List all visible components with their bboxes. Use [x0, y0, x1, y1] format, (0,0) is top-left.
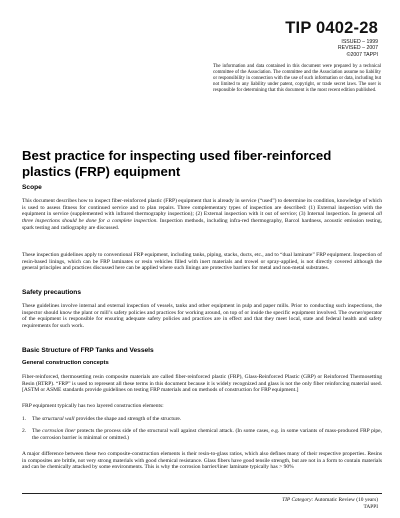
tip-category-label: TIP Category:	[282, 497, 314, 503]
tip-category-line	[282, 497, 378, 504]
list-item-suffix: protects the process side of the structural wall against chemical attack. (In some cases, e.g. in some variants of mass-produced FRP pipe, the corrosion barrier is minimal or omitted.)	[32, 428, 382, 441]
list-item-term: structural wall	[41, 416, 75, 422]
footer-divider	[22, 493, 382, 494]
scope-p1-text: This document describes how to inspect fiber-reinforced plastic (FRP) equipment that is already in service (“used”) to determine its condition, knowledge of which is used to assess fitness for continued service and to plan repairs. Three complementary types of inspection are described: (1) External inspection with the equipment in service (supplemented with infrared thermography inspection); (2) External inspection with it out of service; (3) Internal inspection. In general	[22, 198, 382, 218]
list-item-number: 2.	[22, 428, 27, 434]
structure-paragraph-1: Fiber-reinforced, thermosetting resin composite materials are called fiber-reinforced plastic (FRP), Glass-Reinforced Plastic (GRP) or Reinforced Thermosetting Resin (RTRP). “FRP” is used to represent all these terms in this document because it is widely recognized and glass is not the only fiber reinforcing material used. [ASTM or ASME standards provide guidelines on testing FRP materials and on methods of construction for FRP equipment.]	[22, 374, 382, 394]
issued-date: ISSUED – 1999	[341, 38, 378, 45]
structure-paragraph-3: A major difference between these two composite-construction elements is their resin-to-glass ratios, which also defines many of their respective properties. Resins in composites are brittle, not very strong materials with good chemical resistance. Glass fibers have good tensile strength, but are not in a form to contain materials and can be chemically attacked by some environments. This is why the corrosion barrier/liner laminate typically has > 90%	[22, 451, 382, 471]
scope-p1-text-end: Inspection methods, including infra-red thermography, Barcol hardness, acoustic emission testing, spark testing and radiography are discussed.	[22, 218, 382, 231]
scope-p1-emphasis: all three inspections should be done for a complete inspection.	[22, 211, 382, 225]
page-footer	[282, 497, 378, 511]
disclaimer-text: The information and data contained in this document were prepared by a technical committee of the Association. The committee and the Association assume no liability or responsibility in connection with the use of such information or data, including but not limited to any liability under patent, copyright, or trade secret laws. The user is responsible for determining that this document is the most recent edition published.	[213, 63, 381, 94]
list-item	[22, 416, 382, 423]
scope-paragraph-2: These inspection guidelines apply to conventional FRP equipment, including tanks, piping, stacks, ducts, etc., and to “dual laminate” FRP equipment. Inspection of resin-based linings, which can be FRP laminates or resin vehicles filled with inert materials and trowel or spray-applied, is not directly covered although the general principles and practices discussed here can be applied where such linings are protective barriers for metal and non-metal substrates.	[22, 252, 382, 272]
tip-category-value: Automatic Review (10 years)	[314, 497, 378, 503]
section-heading-safety: Safety precautions	[22, 289, 81, 296]
list-item-prefix: The	[32, 416, 42, 422]
document-title: Best practice for inspecting used fiber-reinforced plastics (FRP) equipment	[22, 148, 332, 180]
list-item-number: 1.	[22, 416, 27, 422]
section-heading-structure: Basic Structure of FRP Tanks and Vessels	[22, 347, 154, 354]
safety-paragraph: These guidelines involve internal and external inspection of vessels, tanks and other equipment in pulp and paper mills. Prior to conducting such inspections, the inspector should know the plant or mill’s safety policies and practices for working around, on top of or inside the specific equipment involved. The owner/operator of the equipment is responsible for ensuring adequate safety policies and practices are in effect and that they meet local, state and federal health and safety requirements for such work.	[22, 303, 382, 330]
list-item-text	[32, 428, 382, 441]
list-item	[22, 428, 382, 441]
footer-org: TAPPI	[363, 503, 378, 510]
scope-paragraph-1	[22, 198, 382, 232]
tip-number: TIP 0402-28	[285, 19, 378, 37]
list-item-text	[32, 416, 382, 423]
list-item-suffix: provides the shape and strength of the structure.	[74, 416, 182, 422]
copyright-notice: ©2007 TAPPI	[346, 51, 378, 58]
section-heading-scope: Scope	[22, 184, 42, 191]
revised-date: REVISED – 2007	[337, 45, 378, 51]
structure-paragraph-2: FRP equipment typically has two layered construction elements:	[22, 403, 164, 409]
list-item-prefix: The	[32, 428, 43, 434]
list-item-term: corrosion liner	[42, 428, 76, 434]
subheading-general-construction: General construction concepts	[22, 360, 109, 366]
tip-header	[285, 20, 378, 58]
